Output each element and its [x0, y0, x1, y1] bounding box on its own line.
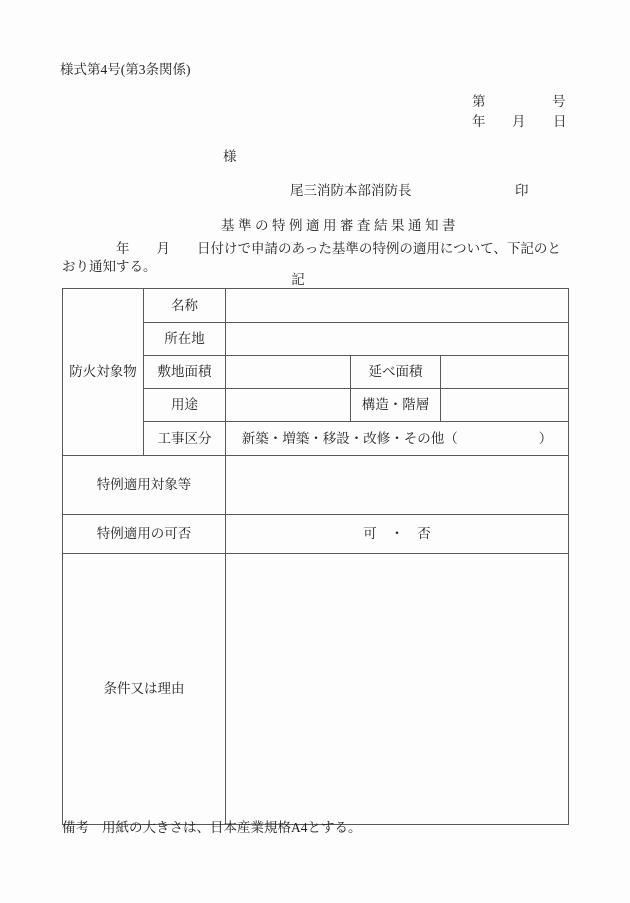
- date-day-label: 日: [553, 114, 567, 129]
- name-value-cell: [226, 289, 569, 323]
- date-year-label: 年: [472, 114, 486, 129]
- structure-floors-label-cell: 構造・階層: [351, 389, 441, 422]
- remarks-line: [62, 820, 362, 836]
- construction-type-label-cell: 工事区分: [144, 422, 226, 456]
- remarks-label: 備考: [62, 820, 89, 835]
- use-value-cell: [226, 389, 351, 422]
- document-title: 基準の特例適用審査結果通知書: [221, 218, 459, 233]
- group-label-cell: 防火対象物: [63, 289, 144, 456]
- form-number: 様式第4号(第3条関係): [60, 62, 191, 77]
- body-line-1: 年 月 日付けで申請のあった基準の特例の適用について、下記のと: [62, 241, 561, 256]
- conditions-value-cell: [226, 554, 569, 825]
- construction-type-options-cell: 新築・増築・移設・改修・その他（ ）: [226, 422, 569, 456]
- table-row-exception-target: [63, 456, 569, 515]
- sender-title: 尾三消防本部消防長: [290, 183, 412, 198]
- remarks-text: 用紙の大きさは、日本産業規格A4とする。: [102, 820, 362, 835]
- body-line-2: おり通知する。: [62, 259, 157, 274]
- site-area-label-cell: 敷地面積: [144, 356, 226, 389]
- table-row-approval: [63, 515, 569, 554]
- exception-target-value-cell: [226, 456, 569, 515]
- seal-mark: 印: [515, 183, 529, 198]
- conditions-label-cell: 条件又は理由: [63, 554, 226, 825]
- body-paragraph: [62, 240, 570, 276]
- record-heading: 記: [291, 272, 305, 287]
- structure-floors-value-cell: [441, 389, 569, 422]
- use-label-cell: 用途: [144, 389, 226, 422]
- site-area-value-cell: [226, 356, 351, 389]
- address-value-cell: [226, 323, 569, 356]
- doc-number-prefix: 第: [472, 94, 486, 109]
- table-row-conditions: [63, 554, 569, 825]
- exception-target-label-cell: 特例適用対象等: [63, 456, 226, 515]
- approval-options-cell: 可 ・ 否: [226, 515, 569, 554]
- table-row-name: [63, 289, 569, 323]
- address-label-cell: 所在地: [144, 323, 226, 356]
- name-label-cell: 名称: [144, 289, 226, 323]
- date-month-label: 月: [512, 114, 526, 129]
- addressee-honorific: 様: [223, 149, 237, 164]
- doc-number-suffix: 号: [552, 94, 566, 109]
- total-floor-area-value-cell: [441, 356, 569, 389]
- exception-approval-label-cell: 特例適用の可否: [63, 515, 226, 554]
- result-table: [62, 288, 569, 825]
- total-floor-area-label-cell: 延べ面積: [351, 356, 441, 389]
